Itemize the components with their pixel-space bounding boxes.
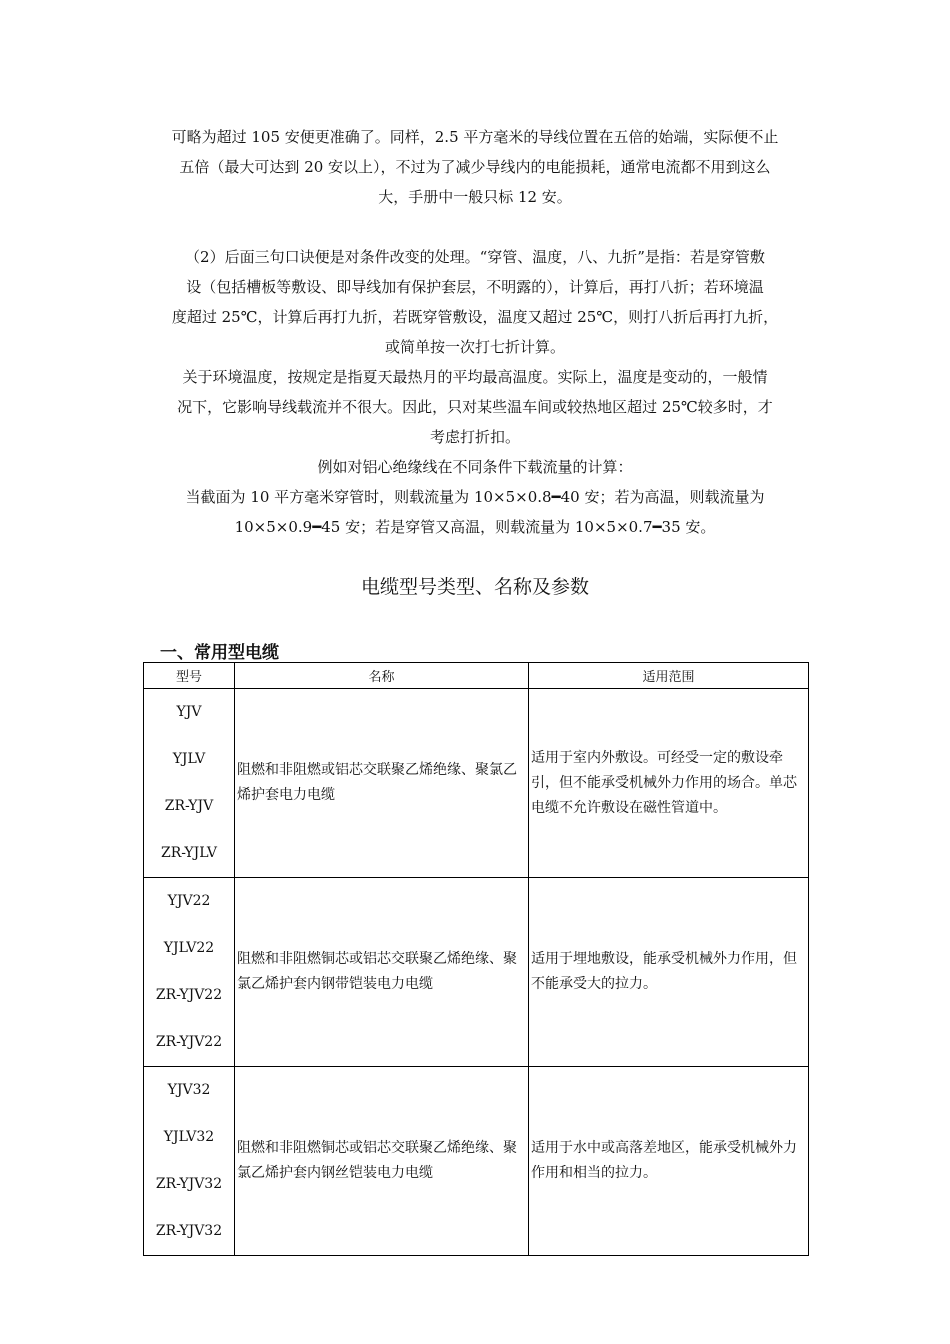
text-line: 况下，它影响导线载流并不很大。因此，只对某些温车间或较热地区超过 25℃较多时，才 (177, 398, 773, 416)
name-cell: 阻燃和非阻燃铜芯或铝芯交联聚乙烯绝缘、聚氯乙烯护套内钢带铠装电力电缆 (235, 878, 529, 1067)
text-line: 关于环境温度，按规定是指夏天最热月的平均最高温度。实际上，温度是变动的，一般情 (182, 368, 768, 386)
scope-cell: 适用于室内外敷设。可经受一定的敷设牵引，但不能承受机械外力作用的场合。单芯电缆不允许敷设在磁性管道中。 (529, 689, 809, 878)
model-code: YJLV32 (163, 1129, 215, 1145)
model-code: YJLV22 (163, 940, 215, 956)
model-cell (144, 878, 235, 1067)
model-code: YJLV (172, 751, 206, 767)
header-scope: 适用范围 (529, 663, 809, 689)
text-line: 设（包括槽板等敷设、即导线加有保护套层，不明露的），计算后，再打八折；若环境温 (186, 278, 764, 296)
text-line: 度超过 25℃，计算后再打九折，若既穿管敷设，温度又超过 25℃，则打八折后再打九折， (171, 308, 779, 326)
model-cell (144, 689, 235, 878)
scope-cell: 适用于埋地敷设，能承受机械外力作用，但不能承受大的拉力。 (529, 878, 809, 1067)
name-cell: 阻燃和非阻燃或铝芯交联聚乙烯绝缘、聚氯乙烯护套电力电缆 (235, 689, 529, 878)
table-row (144, 689, 809, 878)
text-line: 当截面为 10 平方毫米穿管时，则载流量为 10×5×0.8━40 安；若为高温，则载流量为 (185, 488, 765, 506)
text-line: 大，手册中一般只标 12 安。 (378, 188, 572, 206)
model-code: ZR-YJV22 (155, 987, 223, 1003)
model-code: ZR-YJLV (160, 845, 218, 861)
model-code: YJV32 (167, 1082, 211, 1098)
model-code: ZR-YJV (164, 798, 214, 814)
paragraph-conditions (140, 242, 810, 542)
section-heading: 一、常用型电缆 (160, 643, 279, 663)
model-code: ZR-YJV32 (155, 1223, 223, 1239)
paragraph-continuation (140, 122, 810, 212)
header-name: 名称 (235, 663, 529, 689)
table-header-row (144, 663, 809, 689)
document-title: 电缆型号类型、名称及参数 (360, 576, 589, 598)
table-row (144, 878, 809, 1067)
name-cell: 阻燃和非阻燃铜芯或铝芯交联聚乙烯绝缘、聚氯乙烯护套内钢丝铠装电力电缆 (235, 1067, 529, 1256)
scope-cell: 适用于水中或高落差地区，能承受机械外力作用和相当的拉力。 (529, 1067, 809, 1256)
header-model: 型号 (144, 663, 235, 689)
text-line: （2）后面三句口诀便是对条件改变的处理。“穿管、温度，八、九折”是指：若是穿管敷 (185, 248, 765, 266)
model-code: YJV (176, 704, 202, 720)
model-code: ZR-YJV32 (155, 1176, 223, 1192)
cable-table (143, 662, 809, 1256)
text-line: 可略为超过 105 安便更准确了。同样，2.5 平方毫米的导线位置在五倍的始端，实际便不止 (171, 128, 779, 146)
model-cell (144, 1067, 235, 1256)
model-code: ZR-YJV22 (155, 1034, 223, 1050)
model-code: YJV22 (167, 893, 211, 909)
text-line: 或简单按一次打七折计算。 (384, 338, 565, 356)
text-line: 例如对铝心绝缘线在不同条件下载流量的计算： (317, 458, 633, 476)
text-line: 考虑打折扣。 (429, 428, 520, 446)
text-line: 五倍（最大可达到 20 安以上），不过为了减少导线内的电能损耗，通常电流都不用到这么 (179, 158, 771, 176)
table-row (144, 1067, 809, 1256)
text-line: 10×5×0.9━45 安；若是穿管又高温，则载流量为 10×5×0.7━35 安。 (234, 518, 716, 536)
